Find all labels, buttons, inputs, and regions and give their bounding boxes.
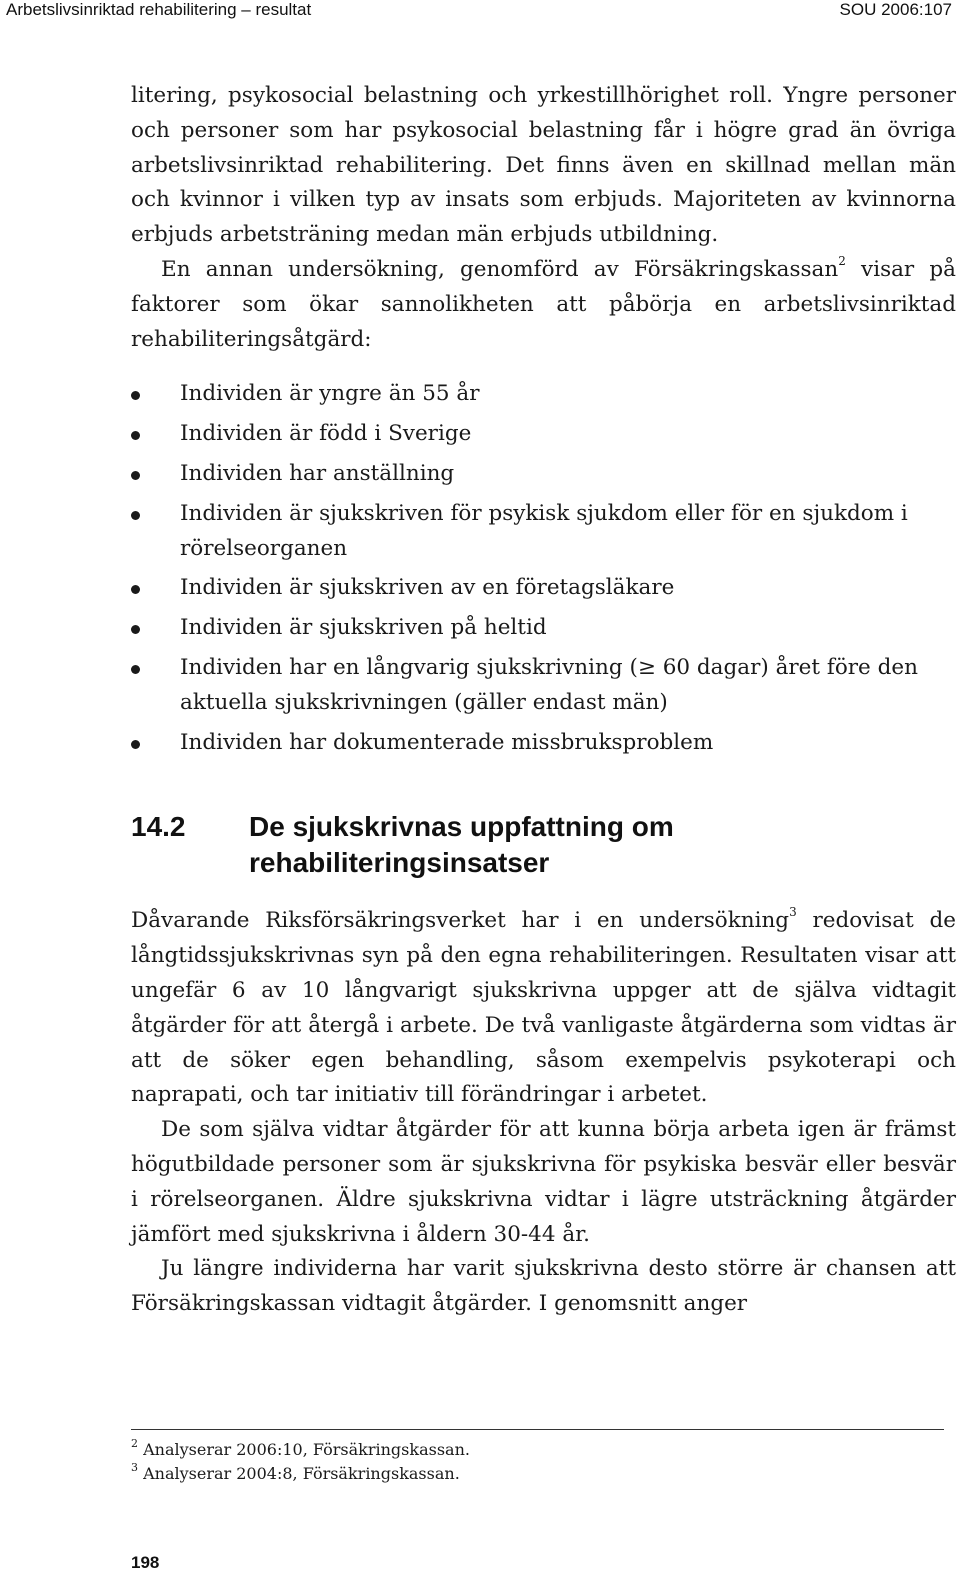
bullet-icon: [131, 391, 140, 400]
paragraph: De som själva vidtar åtgärder för att kunna börja arbeta igen är främst högutbildade personer som är sjukskrivna för psykiska besvär eller besvär i rörelseorganen. Äldre sjukskrivna vidtar i lägre utsträckning åtgärder jämfört med sjukskrivna i åldern 30-44 år.: [131, 1117, 956, 1247]
paragraph-text: En annan undersökning, genomförd av Försäkringskassan: [161, 256, 839, 282]
paragraph-text: visar på faktorer som ökar sannolikheten att påbörja en arbetslivsinriktad rehabiliteringsåtgärd:: [131, 256, 956, 352]
paragraph-text: redovisat de långtidssjukskrivnas syn på den egna rehabiliteringen. Resultaten visar att ungefär 6 av 10 långvarigt sjukskrivna uppger att de själva vidtagit åtgärder för att återgå i arbete. De två vanligaste åtgärderna som vidtas är att de söker egen behandling, såsom exempelvis psykoterapi och naprapati, och tar initiativ till förändringar i arbetet.: [131, 908, 956, 1108]
list-item: Individen har dokumenterade missbruksproblem: [131, 726, 956, 761]
footnote-ref: 2: [838, 253, 846, 268]
footnotes: [131, 1429, 944, 1486]
footnote-number: 2: [131, 1436, 138, 1450]
section-heading: [131, 809, 956, 881]
running-header: [0, 0, 960, 26]
list-item: Individen har en långvarig sjukskrivning (≥ 60 dagar) året före den aktuella sjukskrivningen (gäller endast män): [131, 651, 956, 721]
footnote-text: Analyserar 2004:8, Försäkringskassan.: [143, 1464, 460, 1483]
footnote-text: Analyserar 2006:10, Försäkringskassan.: [143, 1440, 470, 1459]
bullet-icon: [131, 471, 140, 480]
footnote: [131, 1462, 944, 1486]
section-number: 14.2: [131, 811, 186, 843]
factor-list: [131, 377, 956, 760]
bullet-icon: [131, 740, 140, 749]
paragraph: litering, psykosocial belastning och yrkestillhörighet roll. Yngre personer och personer som har psykosocial belastning får i högre grad än övriga arbetslivsinriktad rehabilitering. Det finns även en skillnad mellan män och kvinnor i vilken typ av insats som erbjuds. Majoriteten av kvinnorna erbjuds arbetsträning medan män erbjuds utbildning.: [131, 83, 956, 248]
page-body: [131, 79, 956, 1322]
list-item: Individen är yngre än 55 år: [131, 377, 956, 412]
footnote-number: 3: [131, 1460, 138, 1474]
bullet-icon: [131, 511, 140, 520]
paragraph-text: Dåvarande Riksförsäkringsverket har i en undersökning: [131, 908, 790, 934]
list-item: Individen är sjukskriven för psykisk sjukdom eller för en sjukdom i rörelseorganen: [131, 497, 956, 567]
bullet-icon: [131, 585, 140, 594]
header-report-id: SOU 2006:107: [839, 0, 952, 19]
list-item: Individen har anställning: [131, 457, 956, 492]
paragraph: [131, 253, 956, 357]
bullet-icon: [131, 625, 140, 634]
header-title: Arbetslivsinriktad rehabilitering – resultat: [6, 0, 312, 19]
footnote-ref: 3: [789, 905, 797, 920]
page-number: 198: [131, 1553, 160, 1572]
bullet-icon: [131, 431, 140, 440]
paragraph: [131, 904, 956, 1113]
list-item: Individen är född i Sverige: [131, 417, 956, 452]
footnote: [131, 1438, 944, 1462]
section-title: De sjukskrivnas uppfattning om rehabiliteringsinsatser: [249, 811, 674, 879]
list-item: Individen är sjukskriven av en företagsläkare: [131, 571, 956, 606]
bullet-icon: [131, 665, 140, 674]
paragraph: Ju längre individerna har varit sjukskrivna desto större är chansen att Försäkringskassan vidtagit åtgärder. I genomsnitt anger: [131, 1256, 956, 1317]
list-item: Individen är sjukskriven på heltid: [131, 611, 956, 646]
